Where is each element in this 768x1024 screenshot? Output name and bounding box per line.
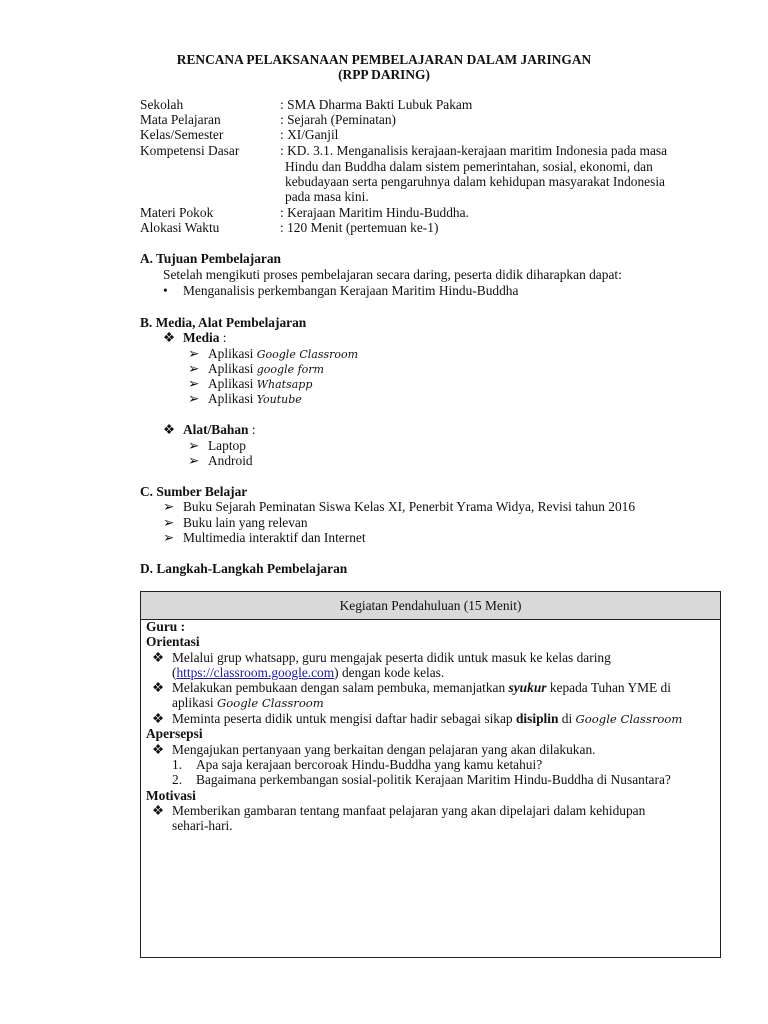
section-a-intro: Setelah mengikuti proses pembelajaran secara daring, peserta didik diharapkan dapat: [163, 267, 622, 282]
alat-item: ➢ Android [188, 453, 253, 468]
apersepsi-heading: Apersepsi [146, 726, 203, 741]
guru-label: Guru : [146, 619, 186, 634]
value-kelas: : XI/Ganjil [280, 127, 339, 142]
orientasi-item-1-cont: (https://classroom.google.com) dengan kode kelas. [172, 665, 445, 680]
motivasi-heading: Motivasi [146, 788, 196, 803]
label-kd: Kompetensi Dasar [140, 143, 240, 158]
arrow-bullet-icon: ➢ [188, 376, 200, 391]
media-item: ➢ Aplikasi google form [188, 361, 324, 376]
diamond-bullet-icon: ❖ [152, 803, 165, 818]
diamond-bullet-icon: ❖ [152, 650, 165, 665]
orientasi-item-2-cont: aplikasi Google Classroom [172, 695, 324, 710]
orientasi-heading: Orientasi [146, 634, 200, 649]
apersepsi-item-1: ❖ Mengajukan pertanyaan yang berkaitan dengan pelajaran yang akan dilakukan. [152, 742, 596, 757]
sumber-item: ➢ Buku Sejarah Peminatan Siswa Kelas XI, Penerbit Yrama Widya, Revisi tahun 2016 [163, 499, 636, 514]
diamond-bullet-icon: ❖ [152, 711, 165, 726]
value-sekolah: : SMA Dharma Bakti Lubuk Pakam [280, 97, 473, 112]
apersepsi-question-1: 1. Apa saja kerajaan bercoroak Hindu-Buddha yang kamu ketahui? [172, 757, 543, 772]
media-item: ➢ Aplikasi Whatsapp [188, 376, 313, 391]
label-alokasi: Alokasi Waktu [140, 220, 220, 235]
sumber-item: ➢ Buku lain yang relevan [163, 515, 308, 530]
sumber-item: ➢ Multimedia interaktif dan Internet [163, 530, 366, 545]
label-sekolah: Sekolah [140, 97, 184, 112]
section-a-heading: A. Tujuan Pembelajaran [140, 251, 281, 266]
arrow-bullet-icon: ➢ [188, 361, 200, 376]
value-alokasi: : 120 Menit (pertemuan ke-1) [280, 220, 439, 235]
label-materi: Materi Pokok [140, 205, 214, 220]
arrow-bullet-icon: ➢ [163, 499, 175, 514]
arrow-bullet-icon: ➢ [188, 346, 200, 361]
doc-title: RENCANA PELAKSANAAN PEMBELAJARAN DALAM JARINGAN [176, 52, 592, 67]
diamond-bullet-icon: ❖ [152, 742, 165, 757]
orientasi-item-2: ❖ Melakukan pembukaan dengan salam pembuka, memanjatkan syukur kepada Tuhan YME di [152, 680, 671, 695]
orientasi-item-1: ❖ Melalui grup whatsapp, guru mengajak peserta didik untuk masuk ke kelas daring [152, 650, 611, 665]
value-kd-line2: Hindu dan Buddha dalam sistem pemerintahan, sosial, ekonomi, dan [285, 159, 653, 174]
section-a-bullet: • Menganalisis perkembangan Kerajaan Maritim Hindu-Buddha [163, 283, 519, 298]
arrow-bullet-icon: ➢ [163, 515, 175, 530]
alat-item: ➢ Laptop [188, 438, 246, 453]
arrow-bullet-icon: ➢ [163, 530, 175, 545]
arrow-bullet-icon: ➢ [188, 391, 200, 406]
bullet-icon: • [163, 283, 168, 298]
doc-subtitle: (RPP DARING) [338, 67, 430, 82]
diamond-bullet-icon: ❖ [152, 680, 165, 695]
alat-label-row: ❖ Alat/Bahan : [163, 422, 256, 437]
media-item: ➢ Aplikasi Google Classroom [188, 346, 359, 361]
section-b-heading: B. Media, Alat Pembelajaran [140, 315, 307, 330]
motivasi-item-1: ❖ Memberikan gambaran tentang manfaat pelajaran yang akan dipelajari dalam kehidupan [152, 803, 646, 818]
value-mapel: : Sejarah (Peminatan) [280, 112, 397, 127]
diamond-bullet-icon: ❖ [163, 422, 176, 437]
media-item: ➢ Aplikasi Youtube [188, 391, 302, 406]
table-header: Kegiatan Pendahuluan (15 Menit) [141, 592, 720, 620]
arrow-bullet-icon: ➢ [188, 438, 200, 453]
section-c-heading: C. Sumber Belajar [140, 484, 248, 499]
value-kd-line1: : KD. 3.1. Menganalisis kerajaan-kerajaan maritim Indonesia pada masa [280, 143, 668, 158]
label-mapel: Mata Pelajaran [140, 112, 221, 127]
orientasi-item-3: ❖ Meminta peserta didik untuk mengisi daftar hadir sebagai sikap disiplin di Google Classroom [152, 711, 683, 726]
value-kd-line3: kebudayaan serta pengaruhnya dalam kehidupan masyarakat Indonesia [285, 174, 665, 189]
value-materi: : Kerajaan Maritim Hindu-Buddha. [280, 205, 469, 220]
value-kd-line4: pada masa kini. [285, 189, 369, 204]
section-d-heading: D. Langkah-Langkah Pembelajaran [140, 561, 348, 576]
diamond-bullet-icon: ❖ [163, 330, 176, 345]
arrow-bullet-icon: ➢ [188, 453, 200, 468]
motivasi-item-1-cont: sehari-hari. [172, 818, 233, 833]
apersepsi-question-2: 2. Bagaimana perkembangan sosial-politik Kerajaan Maritim Hindu-Buddha di Nusantara? [172, 772, 671, 787]
media-label-row: ❖ Media : [163, 330, 227, 345]
label-kelas: Kelas/Semester [140, 127, 224, 142]
classroom-link[interactable]: https://classroom.google.com [176, 665, 335, 680]
